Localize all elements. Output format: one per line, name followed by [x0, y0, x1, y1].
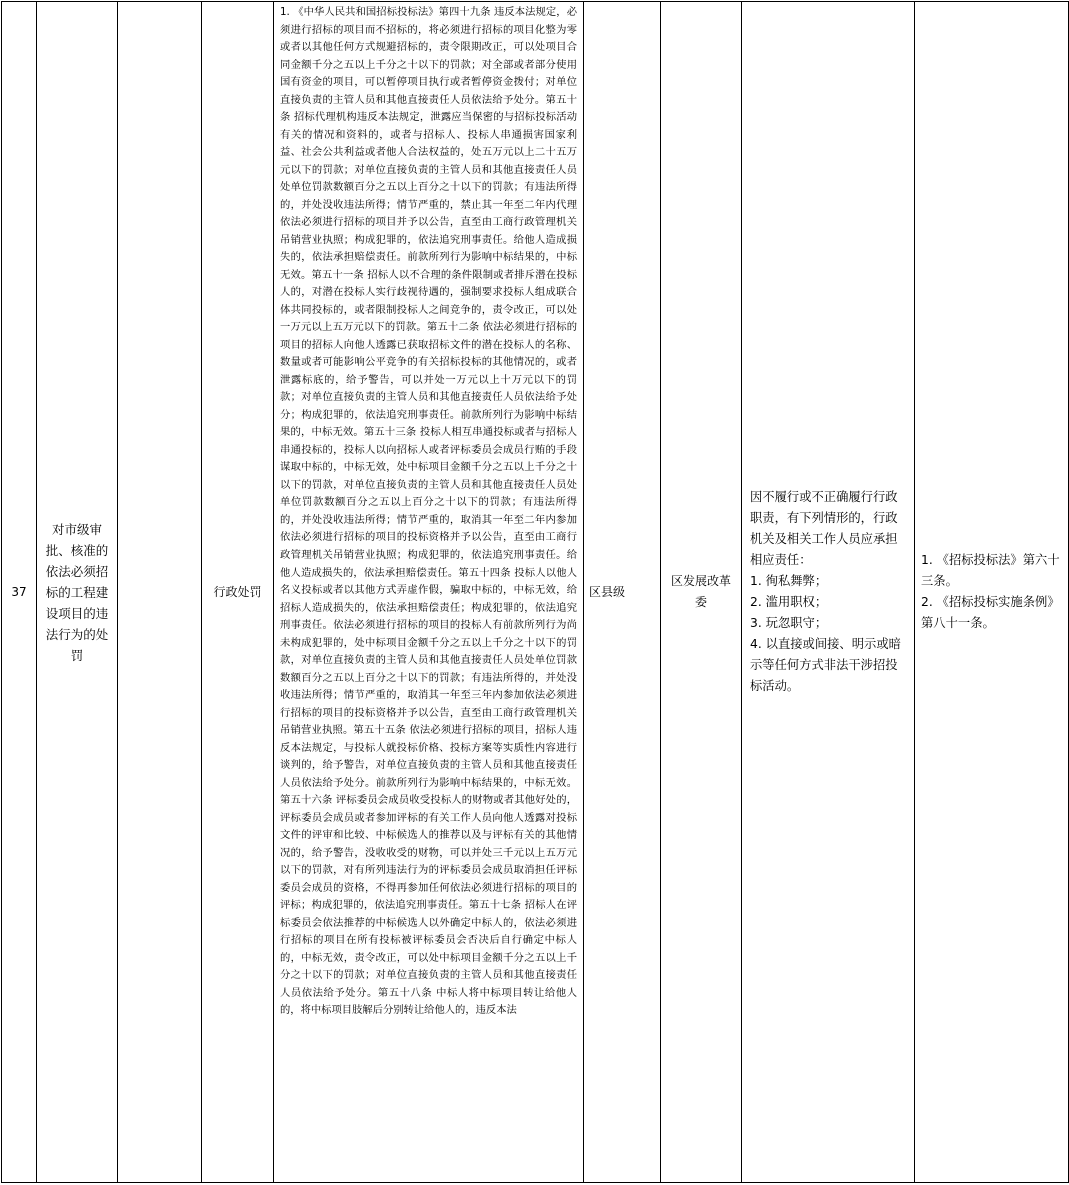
law-reference: 2. 《招标投标实施条例》第八十一条。 — [921, 595, 1060, 630]
accountability-cell — [742, 2, 915, 1183]
item-name: 对市级审批、核准的依法必须招标的工程建设项目的违法行为的处罚 — [37, 2, 118, 1183]
law-reference: 1. 《招标投标法》第六十三条。 — [921, 553, 1060, 588]
accountability-item: 3. 玩忽职守； — [750, 616, 828, 630]
empty-cell — [118, 2, 202, 1183]
accountability-basis-cell — [915, 2, 1069, 1183]
row-number: 37 — [2, 2, 37, 1183]
accountability-item: 2. 滥用职权； — [750, 595, 828, 609]
accountability-item: 1. 徇私舞弊； — [750, 574, 828, 588]
responsible-department: 区发展改革委 — [661, 2, 742, 1183]
accountability-item: 4. 以直接或间接、明示或暗示等任何方式非法干涉招投标活动。 — [750, 637, 901, 693]
table-row — [2, 2, 1069, 1183]
legal-basis-text: 1. 《中华人民共和国招标投标法》第四十九条 违反本法规定，必须进行招标的项目而不招标的，将必须进行招标的项目化整为零或者以其他任何方式规避招标的，责令限期改正，可以处项目合同金额千分之五以上千分之十以下的罚款；对全部或者部分使用国有资金的项目，可以暂停项目执行或者暂停资金拨付；对单位直接负责的主管人员和其他直接责任人员依法给予处分。第五十条 招标代理机构违反本法规定，泄露应当保密的与招标投标活动有关的情况和资料的，或者与招标人、投标人串通损害国家利益、社会公共利益或者他人合法权益的，处五万元以上二十五万元以下的罚款；对单位直接负责的主管人员和其他直接责任人员处单位罚款数额百分之五以上百分之十以下的罚款；有违法所得的，并处没收违法所得；情节严重的，禁止其一年至二年内代理依法必须进行招标的项目并予以公告，直至由工商行政管理机关吊销营业执照；构成犯罪的，依法追究刑事责任。给他人造成损失的，依法承担赔偿责任。前款所列行为影响中标结果的，中标无效。第五十一条 招标人以不合理的条件限制或者排斥潜在投标人的，对潜在投标人实行歧视待遇的，强制要求投标人组成联合体共同投标的，或者限制投标人之间竞争的，责令改正，可以处一万元以上五万元以下的罚款。第五十二条 依法必须进行招标的项目的招标人向他人透露已获取招标文件的潜在投标人的名称、数量或者可能影响公平竞争的有关招标投标的其他情况的，或者泄露标底的，给予警告，可以并处一万元以上十万元以下的罚款；对单位直接负责的主管人员和其他直接责任人员依法给予处分；构成犯罪的，依法追究刑事责任。前款所列行为影响中标结果的，中标无效。第五十三条 投标人相互串通投标或者与招标人串通投标的，投标人以向招标人或者评标委员会成员行贿的手段谋取中标的，中标无效，处中标项目金额千分之五以上千分之十以下的罚款，对单位直接负责的主管人员和其他直接责任人员处单位罚款数额百分之五以上百分之十以下的罚款；有违法所得的，并处没收违法所得；情节严重的，取消其一年至二年内参加依法必须进行招标的项目的投标资格并予以公告，直至由工商行政管理机关吊销营业执照；构成犯罪的，依法追究刑事责任。给他人造成损失的，依法承担赔偿责任。第五十四条 投标人以他人名义投标或者以其他方式弄虚作假，骗取中标的，中标无效，给招标人造成损失的，依法承担赔偿责任；构成犯罪的，依法追究刑事责任。依法必须进行招标的项目的投标人有前款所列行为尚未构成犯罪的，处中标项目金额千分之五以上千分之十以下的罚款，对单位直接负责的主管人员和其他直接责任人员处单位罚款数额百分之五以上百分之十以下的罚款；有违法所得的，并处没收违法所得；情节严重的，取消其一年至三年内参加依法必须进行招标的项目的投标资格并予以公告，直至由工商行政管理机关吊销营业执照。第五十五条 依法必须进行招标的项目，招标人违反本法规定，与投标人就投标价格、投标方案等实质性内容进行谈判的，给予警告，对单位直接负责的主管人员和其他直接责任人员依法给予处分。前款所列行为影响中标结果的，中标无效。第五十六条 评标委员会成员收受投标人的财物或者其他好处的，评标委员会成员或者参加评标的有关工作人员向他人透露对投标文件的评审和比较、中标候选人的推荐以及与评标有关的其他情况的，给予警告，没收收受的财物，可以并处三千元以上五万元以下的罚款，对有所列违法行为的评标委员会成员取消担任评标委员会成员的资格，不得再参加任何依法必须进行招标的项目的评标；构成犯罪的，依法追究刑事责任。第五十七条 招标人在评标委员会依法推荐的中标候选人以外确定中标人的，依法必须进行招标的项目在所有投标被评标委员会否决后自行确定中标人的，中标无效，责令改正，可以处中标项目金额千分之五以上千分之十以下的罚款；对单位直接负责的主管人员和其他直接责任人员依法给予处分。第五十八条 中标人将中标项目转让给他人的，将中标项目肢解后分别转让给他人的，违反本法 — [280, 6, 577, 1017]
exercise-level: 区县级 — [584, 2, 661, 1183]
power-type: 行政处罚 — [202, 2, 274, 1183]
legal-basis-cell — [274, 2, 584, 1183]
accountability-intro: 因不履行或不正确履行行政职责，有下列情形的，行政机关及相关工作人员应承担相应责任： — [750, 490, 898, 567]
power-list-table — [1, 1, 1069, 1183]
